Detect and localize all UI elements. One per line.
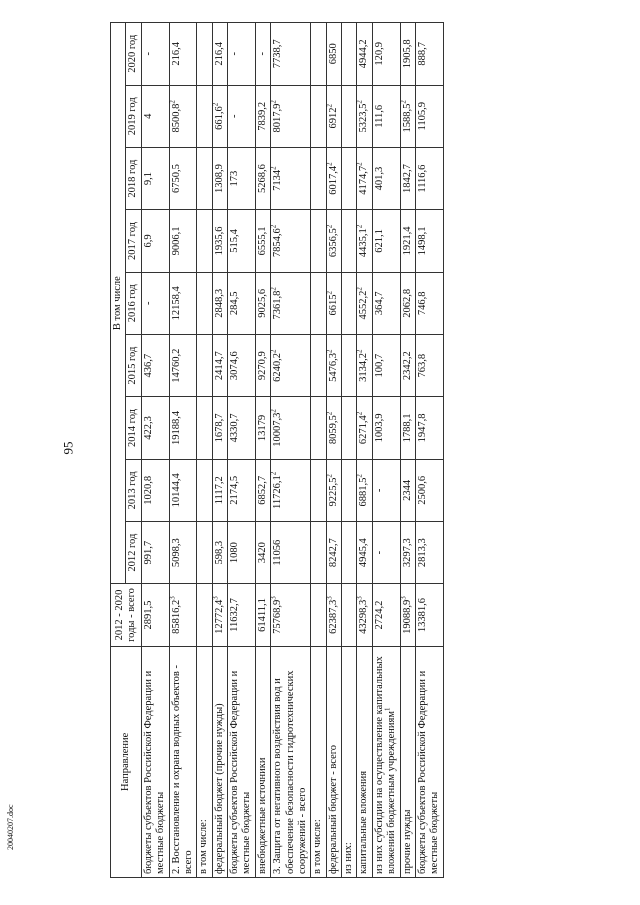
row-total <box>342 584 357 646</box>
row-year-value: 2062,8 <box>400 272 415 334</box>
row-year-value <box>311 459 326 521</box>
document-filename: 20040207.doc <box>6 804 15 850</box>
table-container <box>110 22 542 878</box>
row-year-value <box>342 85 357 147</box>
header-year: 2018 год <box>126 147 141 209</box>
header-year: 2015 год <box>126 334 141 396</box>
row-year-value: 436,7 <box>141 334 169 396</box>
row-total: 61411,1 <box>255 584 270 646</box>
table-row <box>197 23 212 878</box>
row-year-value: 364,7 <box>372 272 400 334</box>
row-year-value: 11056 <box>271 522 311 584</box>
row-year-value: 763,8 <box>415 334 443 396</box>
row-year-value: 9025,6 <box>255 272 270 334</box>
row-year-value: 6850 <box>326 23 341 86</box>
row-year-value: 7134$^2$ <box>271 147 311 209</box>
row-label: из них субсидии на осуществление капитальных вложений бюджетным учреждениям$^1$ <box>372 646 400 877</box>
row-year-value: 1308,9 <box>212 147 227 209</box>
row-label: прочие нужды <box>400 646 415 877</box>
row-year-value: 3420 <box>255 522 270 584</box>
row-year-value: 6271,4$^2$ <box>357 397 372 459</box>
row-year-value <box>311 85 326 147</box>
row-year-value <box>197 210 212 272</box>
header-year: 2013 год <box>126 459 141 521</box>
header-year: 2012 год <box>126 522 141 584</box>
table-row <box>141 23 169 878</box>
row-year-value: 4552,2$^2$ <box>357 272 372 334</box>
row-year-value: - <box>255 23 270 86</box>
row-year-value <box>311 23 326 86</box>
row-year-value <box>197 23 212 86</box>
row-year-value: - <box>228 23 256 86</box>
row-year-value: 598,3 <box>212 522 227 584</box>
table-row <box>271 23 311 878</box>
row-year-value <box>197 459 212 521</box>
row-year-value: 888,7 <box>415 23 443 86</box>
row-year-value: 1020,8 <box>141 459 169 521</box>
row-year-value: 120,9 <box>372 23 400 86</box>
row-year-value: 2848,3 <box>212 272 227 334</box>
row-year-value: 1921,4 <box>400 210 415 272</box>
row-year-value: 2813,3 <box>415 522 443 584</box>
row-year-value: 5268,6 <box>255 147 270 209</box>
row-label: внебюджетные источники <box>255 646 270 877</box>
row-year-value <box>342 522 357 584</box>
row-total <box>197 584 212 646</box>
row-year-value: 2344 <box>400 459 415 521</box>
row-total: 19088,9$^3$ <box>400 584 415 646</box>
row-year-value: 621,1 <box>372 210 400 272</box>
row-year-value: 6912$^2$ <box>326 85 341 147</box>
row-year-value: 2500,6 <box>415 459 443 521</box>
row-label: бюджеты субъектов Российской Федерации и местные бюджеты <box>141 646 169 877</box>
row-year-value: 7361,8$^2$ <box>271 272 311 334</box>
row-year-value: 2342,2 <box>400 334 415 396</box>
row-year-value: - <box>372 522 400 584</box>
row-year-value <box>342 397 357 459</box>
row-year-value: 4330,7 <box>228 397 256 459</box>
row-year-value: - <box>141 23 169 86</box>
row-year-value: 1003,9 <box>372 397 400 459</box>
row-label: бюджеты субъектов Российской Федерации и местные бюджеты <box>228 646 256 877</box>
row-year-value <box>342 23 357 86</box>
row-label: в том числе: <box>197 646 212 877</box>
row-year-value <box>197 397 212 459</box>
row-year-value: 3074,6 <box>228 334 256 396</box>
row-year-value: 8017,9$^2$ <box>271 85 311 147</box>
row-year-value <box>197 334 212 396</box>
row-label: 2. Восстановление и охрана водных объектов - всего <box>169 646 197 877</box>
row-year-value: 1788,1 <box>400 397 415 459</box>
row-year-value: 1116,6 <box>415 147 443 209</box>
row-year-value <box>197 272 212 334</box>
row-year-value: 12158,4 <box>169 272 197 334</box>
row-year-value: 991,7 <box>141 522 169 584</box>
row-year-value: 5323,5$^2$ <box>357 85 372 147</box>
row-label: федеральный бюджет (прочие нужды) <box>212 646 227 877</box>
row-label: федеральный бюджет - всего <box>326 646 341 877</box>
row-year-value: 19188,4 <box>169 397 197 459</box>
table-row <box>169 23 197 878</box>
row-year-value: 111,6 <box>372 85 400 147</box>
row-year-value <box>342 272 357 334</box>
header-year: 2014 год <box>126 397 141 459</box>
row-year-value <box>311 334 326 396</box>
row-label: из них: <box>342 646 357 877</box>
row-label: в том числе: <box>311 646 326 877</box>
row-year-value: 1588,5$^2$ <box>400 85 415 147</box>
row-year-value: 7839,2 <box>255 85 270 147</box>
table-row <box>311 23 326 878</box>
row-year-value: 1905,8 <box>400 23 415 86</box>
row-year-value: 5476,3$^2$ <box>326 334 341 396</box>
row-total: 2891,5 <box>141 584 169 646</box>
row-year-value: 284,5 <box>228 272 256 334</box>
row-year-value: 1947,8 <box>415 397 443 459</box>
row-year-value: 4945,4 <box>357 522 372 584</box>
row-total: 2724,2 <box>372 584 400 646</box>
row-year-value <box>342 147 357 209</box>
row-total: 12772,4$^3$ <box>212 584 227 646</box>
row-total <box>311 584 326 646</box>
header-year: 2020 год <box>126 23 141 86</box>
row-year-value: 6017,4$^2$ <box>326 147 341 209</box>
row-year-value: 6240,2$^2$ <box>271 334 311 396</box>
row-year-value: 6615$^2$ <box>326 272 341 334</box>
row-year-value: 13179 <box>255 397 270 459</box>
table-body <box>141 23 443 878</box>
row-year-value: 216,4 <box>212 23 227 86</box>
table-row <box>372 23 400 878</box>
page-number: 95 <box>60 441 76 455</box>
row-year-value <box>311 522 326 584</box>
row-year-value: 8059,5$^2$ <box>326 397 341 459</box>
row-year-value: - <box>372 459 400 521</box>
row-label: 3. Защита от негативного воздействия вод и обеспечение безопасности гидротехнических сооружений - всего <box>271 646 311 877</box>
row-year-value: 401,3 <box>372 147 400 209</box>
row-year-value: 1842,7 <box>400 147 415 209</box>
row-year-value: 4174,7$^2$ <box>357 147 372 209</box>
row-year-value: 2174,5 <box>228 459 256 521</box>
row-label: бюджеты субъектов Российской Федерации и местные бюджеты <box>415 646 443 877</box>
row-year-value: 6555,1 <box>255 210 270 272</box>
row-year-value: 422,3 <box>141 397 169 459</box>
row-year-value <box>311 397 326 459</box>
row-year-value: 4 <box>141 85 169 147</box>
row-total: 75768,9$^3$ <box>271 584 311 646</box>
header-total: 2012 - 2020 годы - всего <box>111 584 142 646</box>
table-row <box>255 23 270 878</box>
row-total: 43298,3$^3$ <box>357 584 372 646</box>
row-year-value: 9270,9 <box>255 334 270 396</box>
table-row <box>342 23 357 878</box>
row-year-value: 7854,6$^2$ <box>271 210 311 272</box>
row-year-value: 100,7 <box>372 334 400 396</box>
row-year-value: 4944,2 <box>357 23 372 86</box>
header-year: 2019 год <box>126 85 141 147</box>
row-year-value: 1935,6 <box>212 210 227 272</box>
row-year-value: - <box>228 85 256 147</box>
table-row <box>357 23 372 878</box>
row-year-value: 10007,3$^2$ <box>271 397 311 459</box>
row-year-value: 8242,7 <box>326 522 341 584</box>
header-year: 2016 год <box>126 272 141 334</box>
row-year-value <box>197 85 212 147</box>
row-year-value <box>197 522 212 584</box>
row-year-value <box>197 147 212 209</box>
row-year-value <box>342 210 357 272</box>
table-row <box>400 23 415 878</box>
row-year-value: 6881,5$^2$ <box>357 459 372 521</box>
header-year: 2017 год <box>126 210 141 272</box>
row-year-value: 1498,1 <box>415 210 443 272</box>
row-year-value: 515,4 <box>228 210 256 272</box>
row-year-value <box>311 147 326 209</box>
row-year-value: 1105,9 <box>415 85 443 147</box>
row-year-value <box>311 272 326 334</box>
table-row <box>212 23 227 878</box>
row-year-value <box>342 334 357 396</box>
row-year-value: 3134,2$^2$ <box>357 334 372 396</box>
header-direction: Направление <box>111 646 142 877</box>
row-year-value: 7738,7 <box>271 23 311 86</box>
row-year-value: 4435,1$^2$ <box>357 210 372 272</box>
row-year-value: 5098,3 <box>169 522 197 584</box>
row-year-value: 11726,1$^2$ <box>271 459 311 521</box>
rotated-table <box>110 22 542 878</box>
row-year-value: 1080 <box>228 522 256 584</box>
row-year-value: 9,1 <box>141 147 169 209</box>
row-year-value: 173 <box>228 147 256 209</box>
row-year-value: 9225,5$^2$ <box>326 459 341 521</box>
table-row <box>415 23 443 878</box>
row-year-value: 3297,3 <box>400 522 415 584</box>
row-total: 85816,2$^3$ <box>169 584 197 646</box>
row-year-value: 1678,7 <box>212 397 227 459</box>
row-year-value: 9006,1 <box>169 210 197 272</box>
row-year-value <box>311 210 326 272</box>
row-year-value: 6852,7 <box>255 459 270 521</box>
row-year-value: 661,6$^2$ <box>212 85 227 147</box>
row-year-value: 10144,4 <box>169 459 197 521</box>
row-year-value: 14760,2 <box>169 334 197 396</box>
row-year-value: 746,8 <box>415 272 443 334</box>
row-year-value <box>342 459 357 521</box>
row-year-value: 216,4 <box>169 23 197 86</box>
row-year-value: 2414,7 <box>212 334 227 396</box>
table-row <box>326 23 341 878</box>
row-year-value: 6356,5$^2$ <box>326 210 341 272</box>
row-year-value: 6750,5 <box>169 147 197 209</box>
row-label: капитальные вложения <box>357 646 372 877</box>
row-year-value: - <box>141 272 169 334</box>
budget-table <box>110 22 444 878</box>
row-total: 11632,7 <box>228 584 256 646</box>
row-year-value: 1117,2 <box>212 459 227 521</box>
row-year-value: 8500,8$^2$ <box>169 85 197 147</box>
table-row <box>228 23 256 878</box>
header-incl: В том числе <box>111 23 126 584</box>
row-total: 13381,6 <box>415 584 443 646</box>
row-year-value: 6,9 <box>141 210 169 272</box>
row-total: 62387,3$^3$ <box>326 584 341 646</box>
